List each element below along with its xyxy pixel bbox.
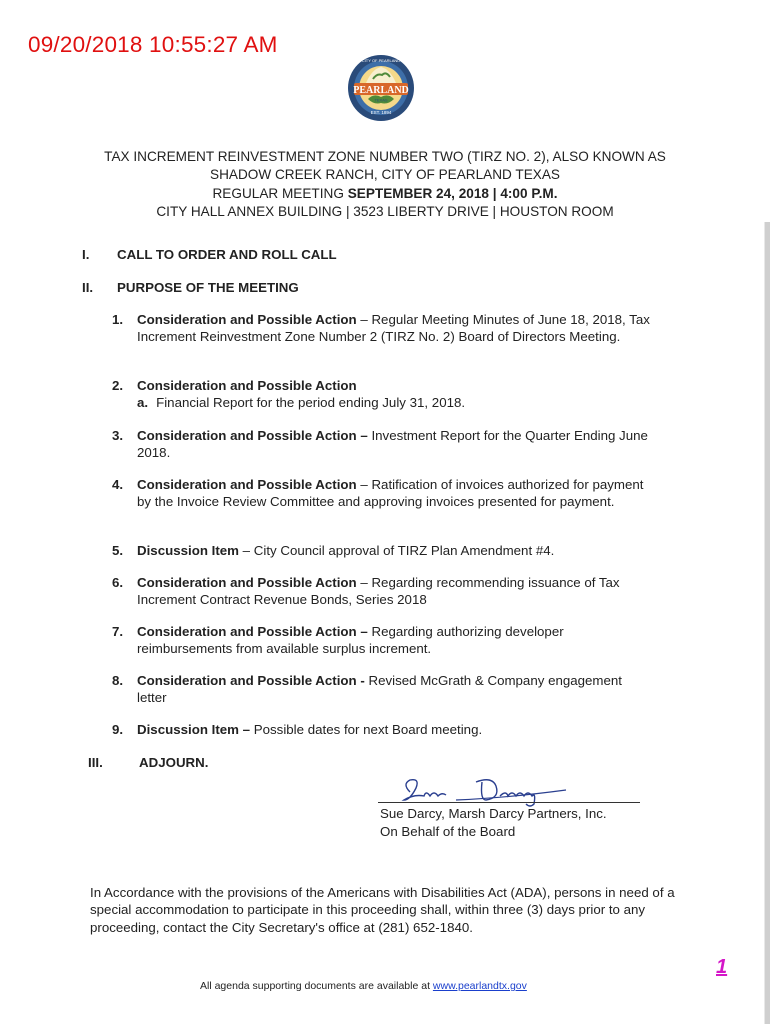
agenda-item-9	[112, 722, 652, 739]
item-number: 7.	[112, 624, 124, 639]
header-line-4: CITY HALL ANNEX BUILDING | 3523 LIBERTY DRIVE | HOUSTON ROOM	[156, 204, 614, 220]
footer	[200, 980, 527, 992]
page-number: 1	[716, 956, 728, 978]
signer-behalf: On Behalf of the Board	[380, 823, 516, 839]
agenda-header	[60, 148, 710, 222]
svg-text:CITY OF PEARLAND: CITY OF PEARLAND	[361, 58, 401, 63]
svg-text:TEXAS: TEXAS	[374, 97, 388, 103]
agenda-item-3	[112, 428, 652, 461]
header-line-3-prefix: REGULAR MEETING	[212, 185, 348, 201]
item-text: Investment Report for the Quarter Ending June 2018.	[137, 428, 648, 460]
agenda-item-5	[112, 543, 652, 560]
item-text: Revised McGrath & Company engagement letter	[137, 673, 622, 705]
signature-block	[380, 805, 607, 840]
item-lead: Consideration and Possible Action –	[137, 624, 368, 639]
item-number: 1.	[112, 312, 124, 327]
svg-text:PEARLAND: PEARLAND	[353, 85, 409, 96]
footer-website-link[interactable]: www.pearlandtx.gov	[432, 980, 527, 992]
item-lead: Consideration and Possible Action -	[137, 673, 365, 688]
item-lead: Consideration and Possible Action	[137, 477, 357, 492]
agenda-subitem-2a	[137, 395, 652, 412]
item-text: – Ratification of invoices authorized for payment by the Invoice Review Committee and approving invoices presented for payment.	[137, 477, 644, 509]
item-lead: Consideration and Possible Action	[137, 575, 357, 590]
agenda-item-1	[112, 312, 652, 345]
section-title: ADJOURN.	[139, 755, 209, 770]
item-text: – Regarding recommending issuance of Tax Increment Contract Revenue Bonds, Series 2018	[137, 575, 620, 607]
item-number: 4.	[112, 477, 124, 492]
item-lead: Discussion Item	[137, 543, 239, 558]
item-text: Regarding authorizing developer reimbursements from available surplus increment.	[137, 624, 564, 656]
item-number: 5.	[112, 543, 124, 558]
item-lead: Consideration and Possible Action –	[137, 428, 368, 443]
svg-text:EST. 1894: EST. 1894	[370, 110, 392, 115]
footer-text: All agenda supporting documents are available at	[200, 980, 433, 992]
agenda-item-2	[112, 378, 652, 411]
date-time-stamp: 09/20/2018 10:55:27 AM	[28, 32, 278, 57]
section-number: I.	[82, 247, 90, 262]
header-line-3	[60, 185, 710, 203]
meeting-date-time: SEPTEMBER 24, 2018 | 4:00 P.M.	[347, 185, 558, 201]
item-text: – Regular Meeting Minutes of June 18, 2018, Tax Increment Reinvestment Zone Number 2 (TIRZ No. 2) Board of Directors Meeting.	[137, 312, 650, 344]
section-number: III.	[88, 755, 103, 770]
signature-line	[378, 802, 640, 803]
section-number: II.	[82, 280, 94, 295]
item-number: 9.	[112, 722, 124, 737]
item-number: 3.	[112, 428, 124, 443]
item-lead: Consideration and Possible Action	[137, 312, 357, 327]
item-number: 2.	[112, 378, 124, 393]
city-seal-logo	[346, 53, 416, 123]
page-edge	[765, 222, 770, 1024]
agenda-item-4	[112, 477, 652, 510]
header-line-1: TAX INCREMENT REINVESTMENT ZONE NUMBER TWO (TIRZ NO. 2), ALSO KNOWN AS	[104, 149, 666, 164]
ada-notice: In Accordance with the provisions of the Americans with Disabilities Act (ADA), persons in need of a special accommodation to participate in this proceeding shall, within three (3) days prior to any proceeding, contact the City Secretary's office at (281) 652-1840.	[90, 885, 675, 935]
item-lead: Discussion Item –	[137, 722, 251, 737]
item-text: – City Council approval of TIRZ Plan Amendment #4.	[238, 543, 555, 558]
agenda-item-6	[112, 575, 652, 608]
section-title: CALL TO ORDER AND ROLL CALL	[117, 247, 337, 262]
agenda-item-7	[112, 624, 652, 657]
subitem-letter: a.	[137, 394, 149, 410]
item-number: 6.	[112, 575, 124, 590]
item-text: Possible dates for next Board meeting.	[250, 722, 483, 737]
item-number: 8.	[112, 673, 124, 688]
subitem-text: Financial Report for the period ending July 31, 2018.	[156, 394, 466, 410]
header-line-2: SHADOW CREEK RANCH, CITY OF PEARLAND TEXAS	[210, 167, 560, 183]
item-lead: Consideration and Possible Action	[137, 378, 357, 393]
section-title: PURPOSE OF THE MEETING	[117, 280, 299, 295]
agenda-item-8	[112, 673, 652, 706]
signer-name: Sue Darcy, Marsh Darcy Partners, Inc.	[380, 806, 607, 821]
